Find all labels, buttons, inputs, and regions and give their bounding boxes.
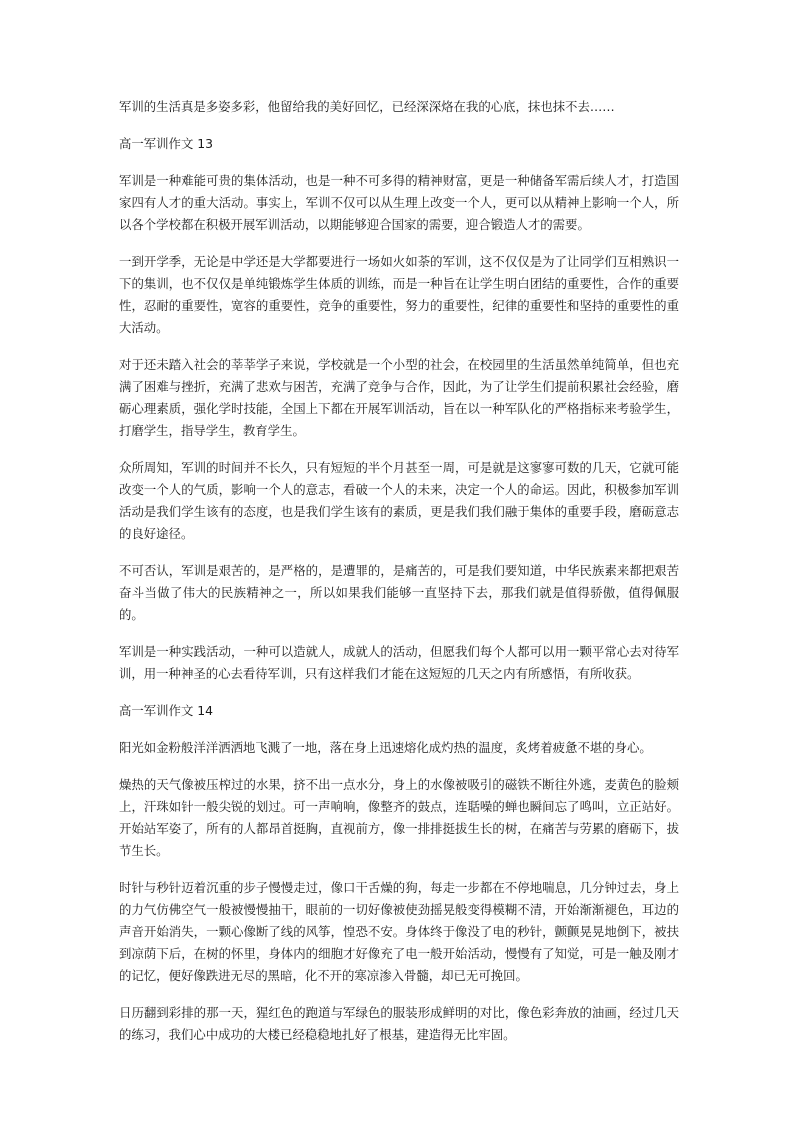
paragraph: 日历翻到彩排的那一天，猩红色的跑道与军绿色的服装形成鲜明的对比，像色彩奔放的油画，经过几天的练习，我们心中成功的大楼已经稳稳地扎好了根基，建造得无比牢固。 [119, 1005, 679, 1042]
paragraph: 对于还未踏入社会的莘莘学子来说，学校就是一个小型的社会，在校园里的生活虽然单纯简单，但也充满了困难与挫折，充满了悲欢与困苦，充满了竞争与合作，因此，为了让学生们提前积累社会经验，磨砺心理素质，强化学时技能，全国上下都在开展军训活动，旨在以一种军队化的严格指标来考验学生，打磨学生，指导学生，教育学生。 [119, 357, 679, 438]
paragraph: 众所周知，军训的时间并不长久，只有短短的半个月甚至一周，可是就是这寥寥可数的几天，它就可能改变一个人的气质，影响一个人的意志，看破一个人的未来，决定一个人的命运。因此，积极参加军训活动是我们学生该有的态度，也是我们学生该有的素质，更是我们我们融于集体的重要手段，磨砺意志的良好途径。 [119, 460, 679, 541]
essay-heading-13: 高一军训作文 13 [119, 136, 214, 151]
essay-heading-14: 高一军训作文 14 [119, 703, 214, 718]
paragraph: 军训是一种实践活动，一种可以造就人，成就人的活动，但愿我们每个人都可以用一颗平常心去对待军训，用一种神圣的心去看待军训，只有这样我们才能在这短短的几天之内有所感悟，有所收获。 [119, 644, 679, 681]
paragraph: 一到开学季，无论是中学还是大学都要进行一场如火如荼的军训，这不仅仅是为了让同学们互相熟识一下的集训，也不仅仅是单纯锻炼学生体质的训练，而是一种旨在让学生明白团结的重要性，合作的重要性，忍耐的重要性，宽容的重要性，竞争的重要性，努力的重要性，纪律的重要性和坚持的重要性的重大活动。 [119, 254, 679, 335]
paragraph: 军训是一种难能可贵的集体活动，也是一种不可多得的精神财富，更是一种储备军需后续人才，打造国家四有人才的重大活动。事实上，军训不仅可以从生理上改变一个人，更可以从精神上影响一个人，所以各个学校都在积极开展军训活动，以期能够迎合国家的需要，迎合锻造人才的需要。 [119, 173, 679, 232]
paragraph: 时针与秒针迈着沉重的步子慢慢走过，像口干舌燥的狗，每走一步都在不停地喘息，几分钟过去，身上的力气仿佛空气一般被慢慢抽干，眼前的一切好像被使劲摇晃般变得模糊不清，开始渐渐褪色，耳边的声音开始消失，一颗心像断了线的风筝，惶恐不安。身体终于像没了电的秒针，颤颤晃晃地倒下，被扶到凉荫下后，在树的怀里，身体内的细胞才好像充了电一般开始活动，慢慢有了知觉，可是一触及刚才的记忆，便好像跌进无尽的黑暗，化不开的寒凉渗入骨髓，却已无可挽回。 [119, 880, 679, 983]
paragraph: 燥热的天气像被压榨过的水果，挤不出一点水分，身上的水像被吸引的磁铁不断往外逃，麦黄色的脸颊上，汗珠如针一般尖锐的划过。可一声响响，像整齐的鼓点，连聒噪的蝉也瞬间忘了鸣叫，立正站好。开始站军姿了，所有的人都昂首挺胸，直视前方，像一排排挺拔生长的树，在痛苦与劳累的磨砺下，拔节生长。 [119, 777, 679, 858]
paragraph: 不可否认，军训是艰苦的，是严格的，是遭罪的，是痛苦的，可是我们要知道，中华民族素来都把艰苦奋斗当做了伟大的民族精神之一，所以如果我们能够一直坚持下去，那我们就是值得骄傲，值得佩服的。 [119, 563, 679, 622]
document-page [119, 96, 679, 1061]
paragraph: 阳光如金粉般洋洋洒洒地飞溅了一地，落在身上迅速熔化成灼热的温度，炙烤着疲惫不堪的身心。 [119, 740, 652, 755]
paragraph-closing-previous: 军训的生活真是多姿多彩，他留给我的美好回忆，已经深深烙在我的心底，抹也抹不去…… [119, 99, 615, 114]
